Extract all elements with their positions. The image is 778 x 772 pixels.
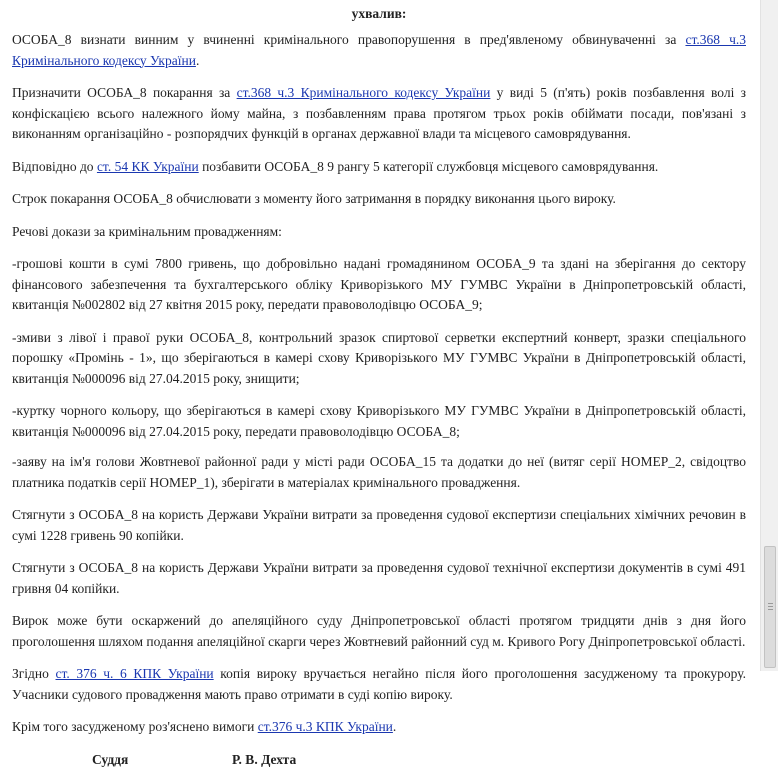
- paragraph-appeal: Вирок може бути оскаржений до апеляційного суду Дніпропетровської області протягом тридцяти днів з дня його проголошення шляхом подання апеляційної скарги через Жовтневий районний суд м. Кривого Рогу Дніпропетровської області.: [12, 613, 746, 649]
- paragraph-text: ОСОБА_8 визнати винним у вчиненні кримінального правопорушення в пред'явленому обвинуваченні за: [12, 32, 686, 47]
- paragraph-evidence-heading: Речові докази за кримінальним провадженням:: [12, 223, 282, 239]
- paragraph-tail: копія вироку вручається негайно після його проголошення засудженому та прокурору. Учасники судового провадження мають право отримати в суді копію вироку.: [12, 666, 746, 702]
- paragraph-rank: [12, 157, 746, 178]
- law-link-376-6[interactable]: ст. 376 ч. 6 КПК України: [55, 666, 214, 681]
- grip-line-icon: [768, 603, 773, 604]
- paragraph-term: Строк покарання ОСОБА_8 обчислювати з моменту його затримання в порядку виконання цього вироку.: [12, 191, 616, 206]
- resolution-heading: ухвалив:: [351, 6, 407, 21]
- paragraph-costs-technical: Стягнути з ОСОБА_8 на користь Держави України витрати за проведення судової технічної експертизи документів в сумі 491 гривня 04 копійки.: [12, 560, 746, 596]
- paragraph-copy: [12, 664, 746, 705]
- law-link-368[interactable]: ст.368 ч.3 Кримінального кодексу України: [12, 32, 746, 68]
- paragraph-text: Згідно: [12, 666, 56, 681]
- grip-line-icon: [768, 606, 773, 607]
- vertical-scrollbar[interactable]: [760, 0, 778, 671]
- paragraph-evidence-swabs: -змиви з лівої і правої руки ОСОБА_8, контрольний зразок спиртової серветки експертний конверт, зразки спеціального порошку «Промінь - 1», що зберігаються в камері схову Криворізького МУ ГУМВС України в Дніпропетровській області, квитанція №000096 від 27.04.2015 року, знищити;: [12, 329, 746, 386]
- paragraph-punishment: [12, 83, 746, 145]
- signature-block: [12, 750, 746, 772]
- paragraph-evidence-money: -грошові кошти в сумі 7800 гривень, що добровільно надані громадянином ОСОБА_9 та здані на зберігання до сектору фінансового забезпечення та бухгалтерського обліку Криворізького МУ ГУМВС України в Дніпропетровській області, квитанція №002802 від 27 квітня 2015 року, передати правоволодівцю ОСОБА_9;: [12, 256, 746, 312]
- verdict-content: [12, 0, 746, 772]
- paragraph-evidence-jacket: -куртку чорного кольору, що зберігаються в камері схову Криворізького МУ ГУМВС України в Дніпропетровській області, квитанція №000096 від 27.04.2015 року, передати правоволодівцю ОСОБА_8;: [12, 403, 746, 439]
- law-link-376-3[interactable]: ст.376 ч.3 КПК України: [257, 719, 393, 734]
- signature-role: Суддя: [92, 751, 129, 767]
- law-link-54[interactable]: ст. 54 КК України: [96, 158, 199, 174]
- paragraph-evidence-statement: -заяву на ім'я голови Жовтневої районної ради у місті ради ОСОБА_15 та додатки до неї (витяг серії НОМЕР_2, свідоцтво платника податків серії НОМЕР_1), зберігати в матеріалах кримінального провадження.: [12, 454, 746, 490]
- paragraph-tail: позбавити ОСОБА_8 9 рангу 5 категорії службовця місцевого самоврядування.: [198, 158, 659, 174]
- law-link-368-punishment[interactable]: ст.368 ч.3 Кримінального кодексу України: [236, 85, 491, 100]
- paragraph-tail: .: [195, 52, 200, 68]
- paragraph-guilty: [12, 30, 746, 71]
- paragraph-tail: .: [392, 719, 397, 734]
- grip-line-icon: [768, 609, 773, 610]
- paragraph-text: Відповідно до: [12, 158, 97, 174]
- paragraph-tail: у виді 5 (п'ять) років позбавлення волі з конфіскацією всього належного йому майна, з позбавленням права протягом трьох років обіймати посади, пов'язані з виконанням організаційно - розпорядчих функцій в органах державної влади та місцевого самоврядування.: [12, 85, 746, 141]
- signature-name: Р. В. Дехта: [232, 751, 297, 767]
- paragraph-costs-chemical: Стягнути з ОСОБА_8 на користь Держави України витрати за проведення судової експертизи спеціальних хімічних речовин в сумі 1228 гривень 90 копійки.: [12, 507, 746, 543]
- paragraph-text: Крім того засудженому роз'яснено вимоги: [12, 719, 258, 734]
- paragraph-text: Призначити ОСОБА_8 покарання за: [12, 85, 237, 100]
- scrollbar-thumb[interactable]: [764, 546, 776, 668]
- paragraph-explained: [12, 717, 746, 738]
